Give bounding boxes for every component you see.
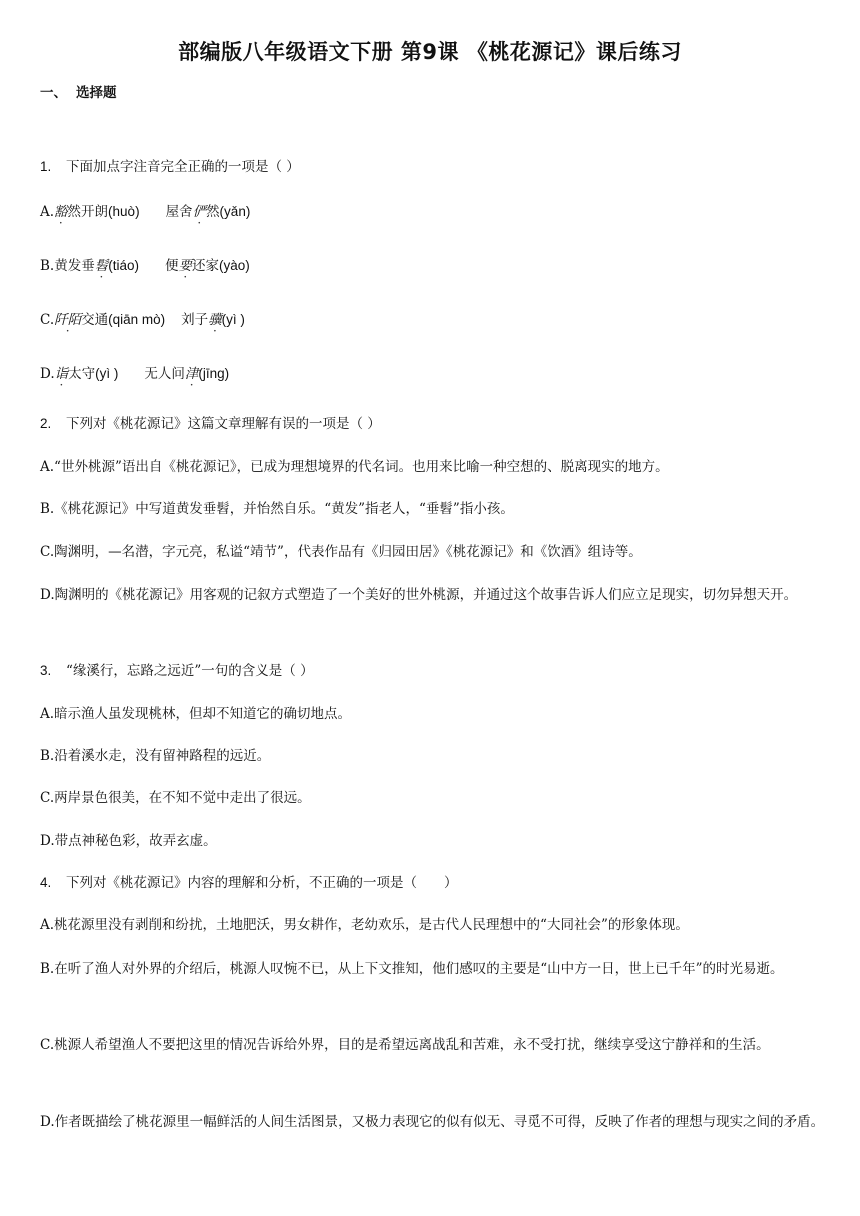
question-number: 4.: [40, 875, 52, 890]
page-title: 部编版八年级语文下册 第9课 《桃花源记》课后练习: [178, 40, 682, 64]
dotted-char: 津: [184, 366, 199, 382]
q3-option-d: D.带点神秘色彩，故弄玄虚。: [40, 833, 217, 849]
question-number: 1.: [40, 159, 52, 174]
q3-option-b: B.沿着溪水走，没有留神路程的远近。: [40, 748, 271, 764]
q4-option-c: C.桃源人希望渔人不要把这里的情况告诉给外界，目的是希望远离战乱和苦难，永不受打扰，继续享受这宁静祥和的生活。: [40, 1037, 770, 1053]
q2-option-a: A.“世外桃源”语出自《桃花源记》，已成为理想境界的代名词。也用来比喻一种空想的、脱离现实的地方。: [40, 459, 669, 475]
question-4-stem: 4. 下列对《桃花源记》内容的理解和分析，不正确的一项是（ ）: [40, 875, 458, 891]
question-1-stem: 1. 下面加点字注音完全正确的一项是（ ）: [40, 159, 300, 175]
dotted-char: 阡陌: [54, 312, 82, 328]
section-label: 选择题: [76, 85, 117, 101]
q4-option-d: D.作者既描绘了桃花源里一幅鲜活的人间生活图景，又极力表现它的似有似无、寻觅不可得，反映了作者的理想与现实之间的矛盾。: [40, 1114, 825, 1130]
dotted-char: 俨: [192, 204, 207, 220]
dotted-char: 诣: [54, 366, 69, 382]
q2-option-c: C.陶渊明，—名潜，字元亮，私谥“靖节”，代表作品有《归园田居》《桃花源记》和《饮酒》组诗等。: [40, 544, 642, 560]
dotted-char: 要: [178, 258, 192, 274]
q1-option-c: C.阡陌交通(qiān mò) 刘子骥(yì ): [40, 312, 245, 328]
q4-option-a: A.桃花源里没有剥削和纷扰，土地肥沃，男女耕作，老幼欢乐，是古代人民理想中的“大同社会”的形象体现。: [40, 917, 689, 933]
q3-option-a: A.暗示渔人虽发现桃林，但却不知道它的确切地点。: [40, 706, 352, 722]
question-3-stem: 3. “缘溪行，忘路之远近”一句的含义是（ ）: [40, 663, 314, 679]
section-number: 一、: [40, 85, 67, 101]
q3-option-c: C.两岸景色很美，在不知不觉中走出了很远。: [40, 790, 311, 806]
section-heading: [40, 81, 117, 101]
dotted-char: 髫: [94, 258, 109, 274]
dotted-char: 豁: [54, 204, 68, 220]
q1-option-a: A.豁然开朗(huò) 屋舍俨然(yǎn): [40, 204, 251, 220]
q2-option-b: B.《桃花源记》中写道黄发垂髫，并怡然自乐。“黄发”指老人，“垂髫”指小孩。: [40, 501, 514, 517]
dotted-char: 骥: [208, 312, 222, 328]
q4-option-b: B.在听了渔人对外界的介绍后，桃源人叹惋不已，从上下文推知，他们感叹的主要是“山中方一日，世上已千年”的时光易逝。: [40, 961, 784, 977]
question-number: 2.: [40, 416, 52, 431]
question-2-stem: 2. 下列对《桃花源记》这篇文章理解有误的一项是（ ）: [40, 416, 381, 432]
question-number: 3.: [40, 663, 52, 678]
q1-option-b: B.黄发垂髫(tiáo) 便要还家(yào): [40, 258, 250, 274]
q2-option-d: D.陶渊明的《桃花源记》用客观的记叙方式塑造了一个美好的世外桃源，并通过这个故事告诉人们应立足现实，切勿异想天开。: [40, 587, 798, 603]
q1-option-d: D.诣太守(yì ) 无人问津(jīng): [40, 366, 230, 382]
